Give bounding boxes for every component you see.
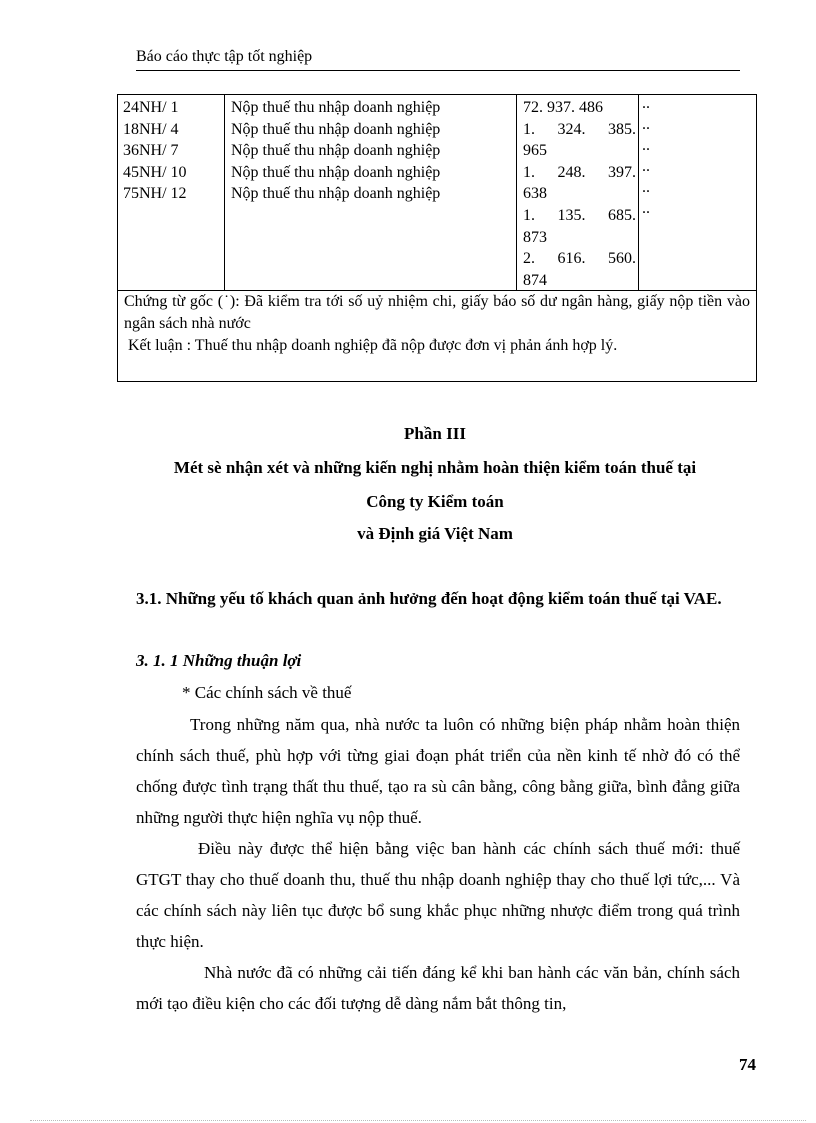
description: Nộp thuế thu nhập doanh nghiệp xyxy=(231,120,441,138)
page-header: Báo cáo thực tập tốt nghiệp xyxy=(136,48,740,71)
part-title-line2: Công ty Kiểm toán xyxy=(366,492,504,511)
part-title-line1: Mét sè nhận xét và những kiến nghị nhằm hoàn thiện kiểm toán thuế tại xyxy=(173,458,697,477)
tick-mark: .. xyxy=(642,179,650,196)
voucher-code-column xyxy=(118,95,225,290)
tick-mark: .. xyxy=(642,158,650,175)
tick-mark: .. xyxy=(642,200,650,217)
amount-line: 2. 616. 560. xyxy=(523,250,636,268)
amount-line: 874 xyxy=(523,271,547,289)
voucher-code: 24NH/ 1 xyxy=(123,99,179,116)
amount-line: 638 xyxy=(523,185,547,203)
amount-column xyxy=(517,95,639,290)
part-heading: Phần III xyxy=(404,424,466,443)
tick-mark: .. xyxy=(642,95,650,112)
paragraph-3: Nhà nước đã có những cải tiến đáng kể khi ban hành các văn bản, chính sách mới tạo điều kiện cho các đối tượng dễ dàng nắm bắt thông tin, xyxy=(136,963,740,1013)
amount-line: 873 xyxy=(523,228,547,246)
tick-mark: .. xyxy=(642,137,650,154)
section-heading: 3.1. Những yếu tố khách quan ảnh hưởng đến hoạt động kiểm toán thuế tại VAE. xyxy=(136,589,722,608)
voucher-code: 75NH/ 12 xyxy=(123,185,187,203)
amount-line: 1. 248. 397. xyxy=(523,163,636,181)
description: Nộp thuế thu nhập doanh nghiệp xyxy=(231,99,441,116)
page-bottom-divider xyxy=(30,1120,806,1121)
description: Nộp thuế thu nhập doanh nghiệp xyxy=(231,163,441,181)
amount-line: 72. 937. 486 xyxy=(523,99,603,116)
table-note xyxy=(118,291,756,381)
table-row xyxy=(118,95,756,291)
description-column xyxy=(225,95,517,290)
tick-mark: .. xyxy=(642,116,650,133)
description: Nộp thuế thu nhập doanh nghiệp xyxy=(231,185,441,203)
amount-line: 965 xyxy=(523,142,547,160)
amount-line: 1. 324. 385. xyxy=(523,120,636,138)
amount-line: 1. 135. 685. xyxy=(523,206,636,224)
conclusion-note: Kết luận : Thuế thu nhập doanh nghiệp đã nộp được đơn vị phản ánh hợp lý. xyxy=(124,337,618,354)
voucher-code: 36NH/ 7 xyxy=(123,142,179,160)
mark-column xyxy=(639,95,756,290)
voucher-code: 45NH/ 10 xyxy=(123,163,187,181)
paragraph-1: Trong những năm qua, nhà nước ta luôn có những biện pháp nhằm hoàn thiện chính sách thuế, phù hợp với từng giai đoạn phát triển của nền kinh tế nhờ đó có thể chống được tình trạng thất thu thuế, tạo ra sù cân bằng, công bằng giữa, bình đẳng giữa những người thực hiện nghĩa vụ nộp thuế. xyxy=(136,715,740,827)
description: Nộp thuế thu nhập doanh nghiệp xyxy=(231,142,441,160)
part-title-line3: và Định giá Việt Nam xyxy=(357,524,513,543)
source-documents-note: Chứng từ gốc (˙): Đã kiểm tra tới số uỷ nhiệm chi, giấy báo số dư ngân hàng, giấy nộp tiền vào ngân sách nhà nước xyxy=(124,293,750,332)
audit-table xyxy=(117,94,757,382)
bullet-title: * Các chính sách về thuế xyxy=(182,683,352,702)
body-text xyxy=(136,709,740,1019)
voucher-code: 18NH/ 4 xyxy=(123,120,179,138)
subsection-heading: 3. 1. 1 Những thuận lợi xyxy=(136,651,302,670)
paragraph-2: Điều này được thể hiện bằng việc ban hành các chính sách thuế mới: thuế GTGT thay cho thuế doanh thu, thuế thu nhập doanh nghiệp thay cho thuế lợi tức,... Và các chính sách này liên tục được bổ sung khắc phục những nhược điểm trong quá trình thực hiện. xyxy=(136,839,740,951)
page-number: 74 xyxy=(739,1055,756,1074)
